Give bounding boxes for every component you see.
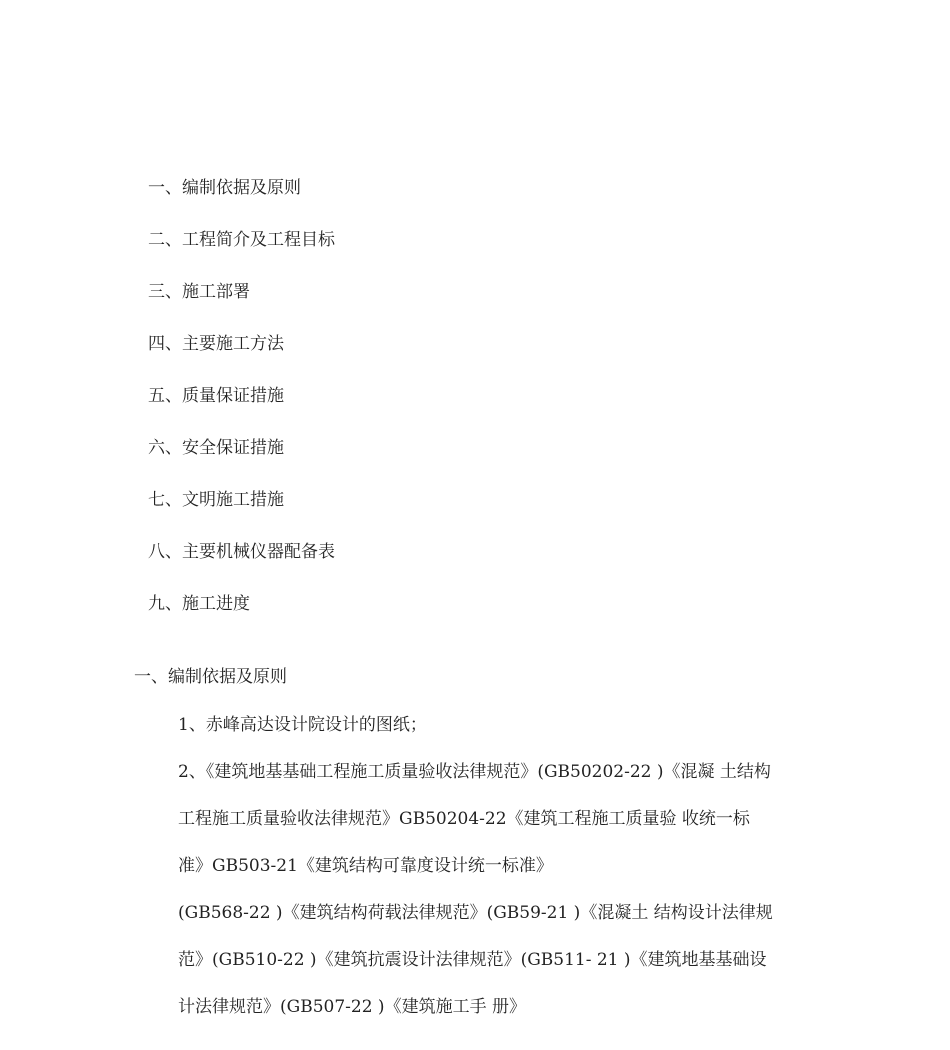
toc-item: 八、主要机械仪器配备表 bbox=[148, 542, 335, 562]
toc-item: 六、安全保证措施 bbox=[148, 438, 284, 458]
toc-item: 三、施工部署 bbox=[148, 282, 250, 302]
toc-item: 一、编制依据及原则 bbox=[148, 178, 301, 198]
body-line: (GB568-22 )《建筑结构荷载法律规范》(GB59-21 )《混凝土 结构设计法律规 bbox=[178, 903, 773, 923]
toc-item: 七、文明施工措施 bbox=[148, 490, 284, 510]
toc-item: 二、工程简介及工程目标 bbox=[148, 230, 335, 250]
body-line: 准》GB503-21《建筑结构可靠度设计统一标准》 bbox=[178, 856, 553, 876]
body-line: 计法律规范》(GB507-22 )《建筑施工手 册》 bbox=[178, 997, 526, 1017]
section-body bbox=[178, 711, 828, 1040]
body-line: 范》(GB510-22 )《建筑抗震设计法律规范》(GB511- 21 )《建筑地基基础设 bbox=[178, 950, 767, 970]
body-line: 2、《建筑地基基础工程施工质量验收法律规范》(GB50202-22 )《混凝 土结构 bbox=[178, 762, 771, 782]
section-heading: 一、编制依据及原则 bbox=[134, 667, 287, 687]
toc-item: 五、质量保证措施 bbox=[148, 386, 284, 406]
body-line: 工程施工质量验收法律规范》GB50204-22《建筑工程施工质量验 收统一标 bbox=[178, 809, 750, 829]
body-line: 1、赤峰高达设计院设计的图纸； bbox=[178, 715, 427, 735]
toc-item: 九、施工进度 bbox=[148, 594, 250, 614]
table-of-contents bbox=[148, 174, 335, 642]
toc-item: 四、主要施工方法 bbox=[148, 334, 284, 354]
